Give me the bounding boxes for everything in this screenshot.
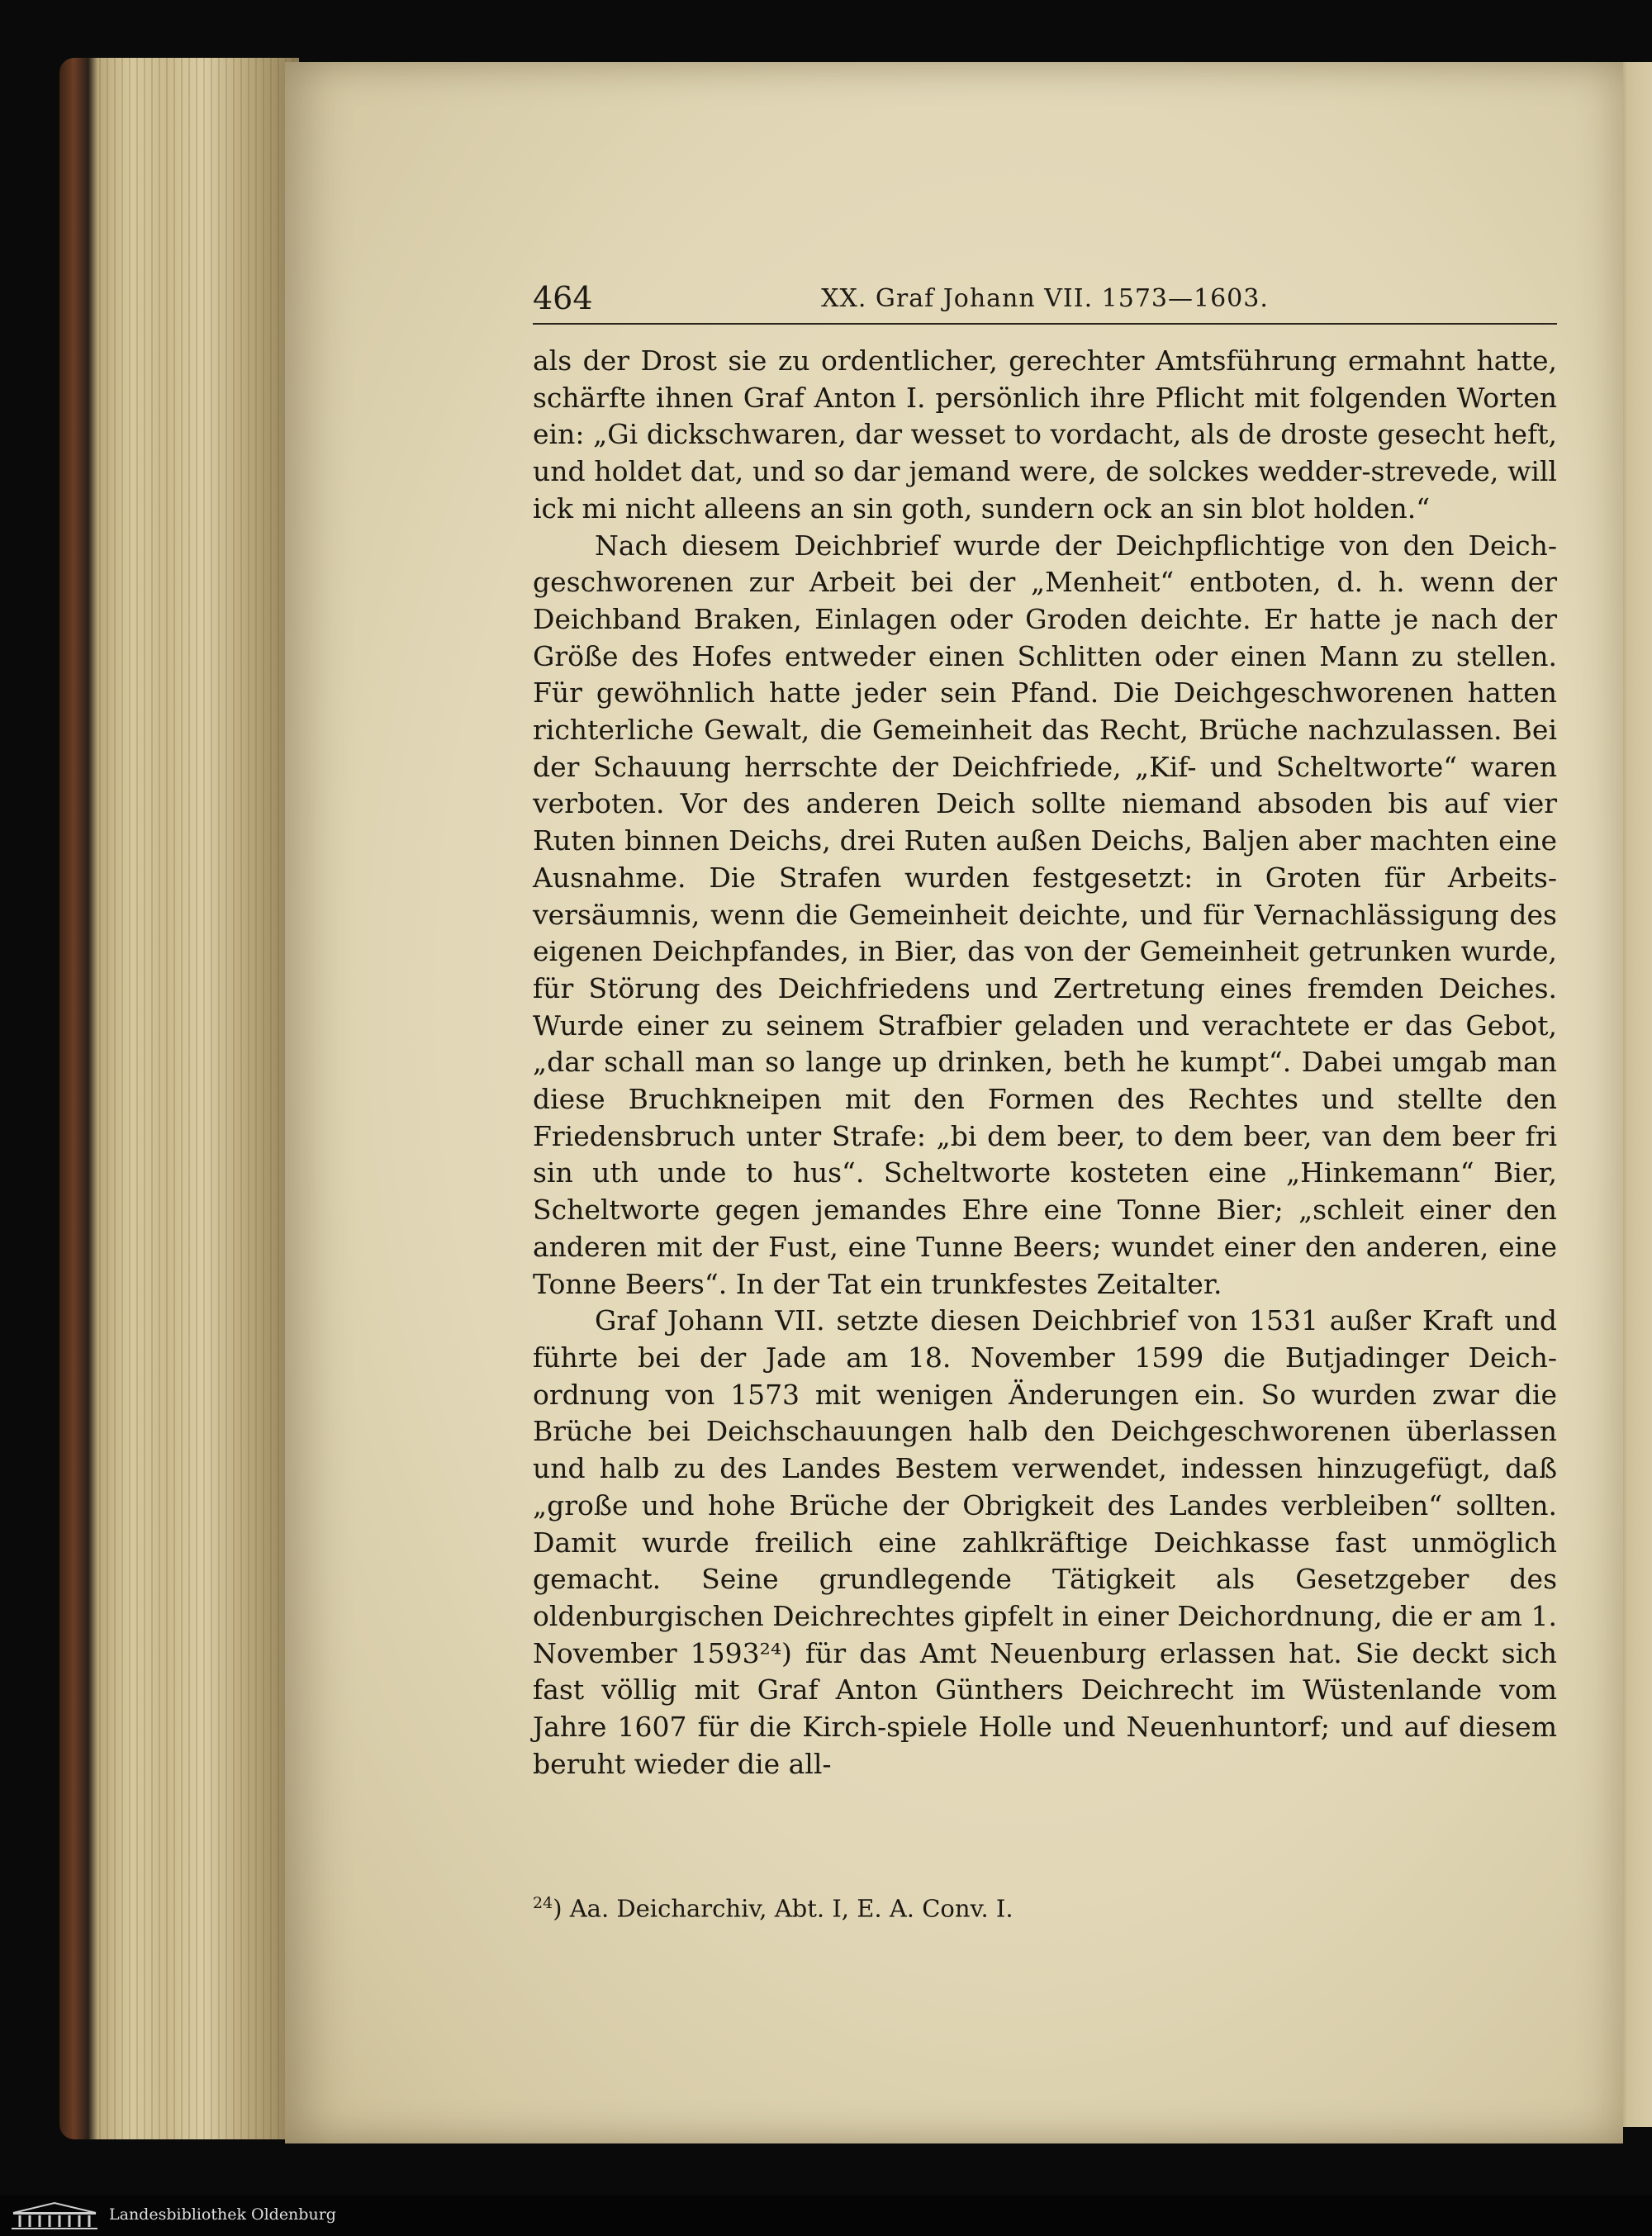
book-page-edges xyxy=(59,58,299,2139)
institution-name: Landesbibliothek Oldenburg xyxy=(109,2205,336,2224)
footer-bar xyxy=(0,2196,1652,2236)
paragraph-3: Graf Johann VII. setzte diesen Deichbrief von 1531 außer Kraft und führte bei der Jade am 18. November 1599 die Butjadinger Deich-ordnung von 1573 mit wenigen Änderungen ein. So wurden zwar die Brüche bei Deichschauungen halb den Deichgeschworenen überlassen und halb zu des Landes Bestem verwendet, indessen hinzugefügt, daß „große und hohe Brüche der Obrigkeit des Landes verbleiben“ sollten. Damit wurde freilich eine zahlkräftige Deichkasse fast unmöglich gemacht. Seine grundlegende Tätigkeit als Gesetzgeber des oldenburgischen Deichrechtes gipfelt in einer Deichordnung, die er am 1. November 1593²⁴) für das Amt Neuenburg erlassen hat. Sie deckt sich fast völlig mit Graf Anton Günthers Deichrecht im Wüstenlande vom Jahre 1607 für die Kirch-spiele Holle und Neuenhuntorf; und auf diesem beruht wieder die all- xyxy=(533,1304,1557,1780)
footnote-marker: 24 xyxy=(533,1894,553,1912)
library-building-icon xyxy=(10,2201,99,2231)
running-head xyxy=(533,217,1557,325)
page-number: 464 xyxy=(533,280,593,316)
book-page xyxy=(285,62,1623,2143)
footnote-text: ) Aa. Deicharchiv, Abt. I, E. A. Conv. I. xyxy=(553,1894,1014,1923)
footnote xyxy=(533,1894,1557,1923)
body-text xyxy=(533,343,1557,1783)
paragraph-1: als der Drost sie zu ordentlicher, gerechter Amtsführung ermahnt hatte, schärfte ihnen Graf Anton I. persönlich ihre Pflicht mit folgenden Worten ein: „Gi dickschwaren, dar wesset to vordacht, als de droste gesecht heft, und holdet dat, und so dar jemand were, de solckes wedder-strevede, will ick mi nicht alleens an sin goth, sundern ock an sin blot holden.“ xyxy=(533,344,1557,525)
paragraph-2: Nach diesem Deichbrief wurde der Deichpflichtige von den Deich-geschworenen zur Arbeit bei der „Menheit“ entboten, d. h. wenn der Deichband Braken, Einlagen oder Groden deichte. Er hatte je nach der Größe des Hofes entweder einen Schlitten oder einen Mann zu stellen. Für gewöhnlich hatte jeder sein Pfand. Die Deichgeschworenen hatten richterliche Gewalt, die Gemeinheit das Recht, Brüche nachzulassen. Bei der Schauung herrschte der Deichfriede, „Kif- und Scheltworte“ waren verboten. Vor des anderen Deich sollte niemand absoden bis auf vier Ruten binnen Deichs, drei Ruten außen Deichs, Baljen aber machten eine Ausnahme. Die Strafen wurden festgesetzt: in Groten für Arbeits-versäumnis, wenn die Gemeinheit deichte, und für Vernachlässigung des eigenen Deichpfandes, in Bier, das von der Gemeinheit getrunken wurde, für Störung des Deichfriedens und Zertretung eines fremden Deiches. Wurde einer zu seinem Strafbier geladen und verachtete er das Gebot, „dar schall man so lange up drinken, beth he kumpt“. Dabei umgab man diese Bruchkneipen mit den Formen des Rechtes und stellte den Friedensbruch unter Strafe: „bi dem beer, to dem beer, van dem beer fri sin uth unde to hus“. Scheltworte kosteten eine „Hinkemann“ Bier, Scheltworte gegen jemandes Ehre eine Tonne Bier; „schleit einer den anderen mit der Fust, eine Tunne Beers; wundet einer den anderen, eine Tonne Beers“. In der Tat ein trunkfestes Zeitalter. xyxy=(533,529,1557,1300)
chapter-title: XX. Graf Johann VII. 1573—1603. xyxy=(821,284,1269,313)
